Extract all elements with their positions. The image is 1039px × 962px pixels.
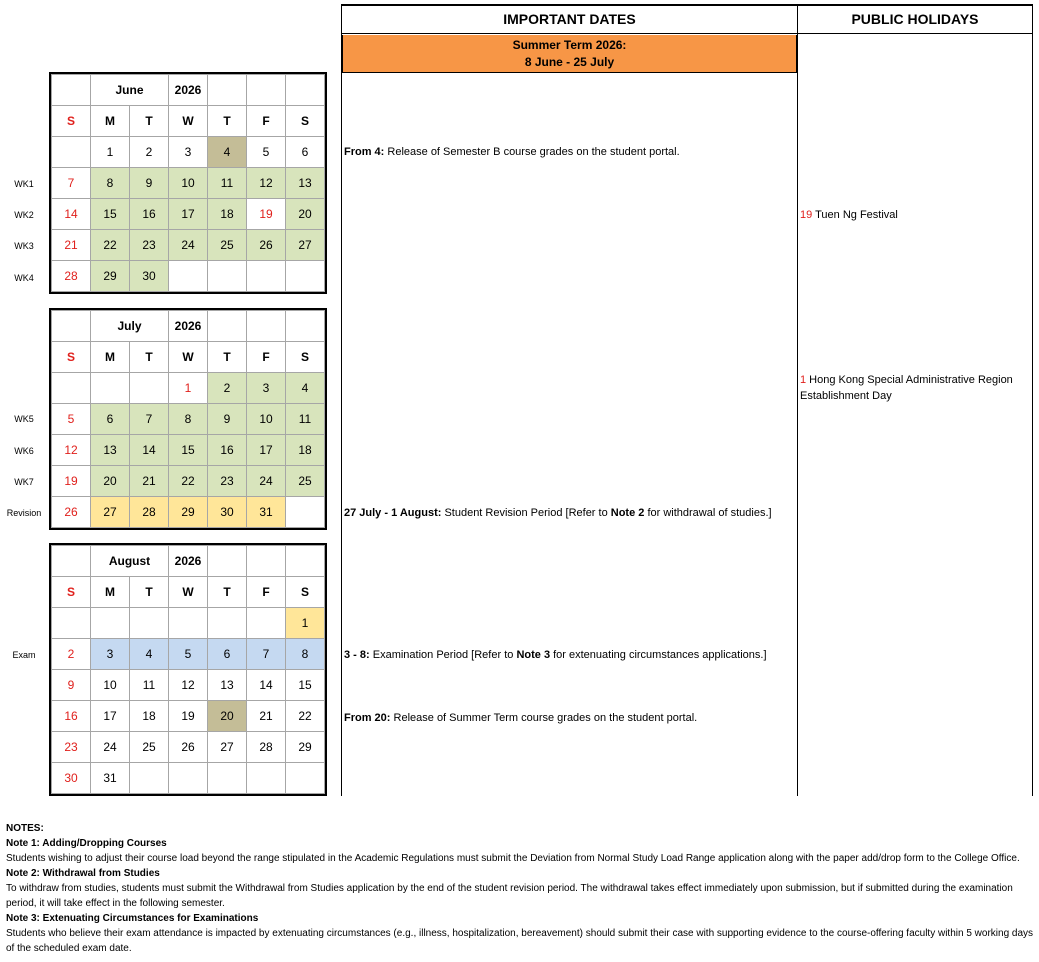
day-cell: 5 — [52, 404, 91, 435]
week-label: WK3 — [14, 241, 34, 251]
weekday-label: T — [130, 577, 169, 608]
day-cell: 6 — [91, 404, 130, 435]
week-label: WK2 — [14, 210, 34, 220]
day-cell: 18 — [208, 199, 247, 230]
day-cell: 8 — [91, 168, 130, 199]
important-date-entry: 27 July - 1 August: Student Revision Period [Refer to Note 2 for withdrawal of studies.] — [344, 507, 772, 519]
day-cell: 12 — [169, 670, 208, 701]
day-cell-holiday: 1 — [169, 373, 208, 404]
day-cell: 26 — [247, 230, 286, 261]
weekday-label: F — [247, 342, 286, 373]
day-cell: 8 — [286, 639, 325, 670]
day-cell — [130, 763, 169, 794]
term-banner-line2: 8 June - 25 July — [524, 55, 615, 69]
day-cell: 7 — [130, 404, 169, 435]
day-cell: 26 — [169, 732, 208, 763]
weekday-label: F — [247, 577, 286, 608]
calendar-june — [49, 72, 327, 294]
day-cell — [247, 608, 286, 639]
day-cell: 11 — [130, 670, 169, 701]
day-cell — [52, 373, 91, 404]
column-divider — [341, 4, 342, 796]
note-body: Students wishing to adjust their course load beyond the range stipulated in the Academic Regulations must submit the Deviation from Normal Study Load Range application along with the paper add/drop form to the College Office. — [6, 853, 1020, 864]
day-cell — [52, 137, 91, 168]
day-cell: 1 — [286, 608, 325, 639]
day-cell: 13 — [286, 168, 325, 199]
holiday-entry: 1 Hong Kong Special Administrative Region Establishment Day — [800, 374, 1013, 402]
day-cell: 10 — [247, 404, 286, 435]
day-cell: 27 — [286, 230, 325, 261]
day-cell: 24 — [247, 466, 286, 497]
day-cell: 28 — [130, 497, 169, 528]
day-cell: 19 — [169, 701, 208, 732]
note-heading: Note 1: Adding/Dropping Courses — [6, 838, 167, 849]
day-cell: 15 — [286, 670, 325, 701]
week-label: WK6 — [14, 446, 34, 456]
day-cell: 14 — [130, 435, 169, 466]
day-cell: 17 — [247, 435, 286, 466]
day-cell: 21 — [130, 466, 169, 497]
day-cell: 13 — [91, 435, 130, 466]
day-cell: 2 — [130, 137, 169, 168]
day-cell: 3 — [247, 373, 286, 404]
day-cell: 28 — [52, 261, 91, 292]
term-banner — [342, 35, 797, 73]
day-cell — [286, 497, 325, 528]
column-divider — [1032, 4, 1033, 796]
day-cell: 2 — [52, 639, 91, 670]
day-cell: 9 — [52, 670, 91, 701]
calendar-august — [49, 543, 327, 796]
day-cell: 11 — [208, 168, 247, 199]
day-cell: 7 — [247, 639, 286, 670]
day-cell — [208, 608, 247, 639]
week-label: WK5 — [14, 414, 34, 424]
day-cell: 9 — [130, 168, 169, 199]
day-cell: 17 — [91, 701, 130, 732]
day-cell: 19 — [52, 466, 91, 497]
important-date-entry: From 20: Release of Summer Term course grades on the student portal. — [344, 712, 698, 724]
day-cell: 29 — [286, 732, 325, 763]
day-cell: 9 — [208, 404, 247, 435]
day-cell — [208, 261, 247, 292]
day-cell: 12 — [247, 168, 286, 199]
weekday-label: T — [208, 106, 247, 137]
day-cell: 23 — [52, 732, 91, 763]
day-cell: 15 — [91, 199, 130, 230]
important-dates-heading: IMPORTANT DATES — [503, 11, 636, 27]
week-label: Exam — [12, 650, 36, 660]
holiday-entry: 19 Tuen Ng Festival — [800, 209, 898, 221]
month-name: August — [91, 546, 169, 577]
weekday-label: F — [247, 106, 286, 137]
year: 2026 — [169, 546, 208, 577]
notes-section — [6, 821, 1034, 956]
day-cell: 14 — [247, 670, 286, 701]
day-cell — [169, 608, 208, 639]
day-cell: 8 — [169, 404, 208, 435]
day-cell: 27 — [208, 732, 247, 763]
day-cell: 21 — [247, 701, 286, 732]
day-cell: 24 — [169, 230, 208, 261]
header-rule — [341, 33, 1033, 34]
day-cell: 29 — [91, 261, 130, 292]
day-cell — [130, 373, 169, 404]
week-label: WK1 — [14, 179, 34, 189]
day-cell: 7 — [52, 168, 91, 199]
day-cell-holiday: 19 — [247, 199, 286, 230]
day-cell: 25 — [130, 732, 169, 763]
day-cell: 20 — [286, 199, 325, 230]
weekday-label: S — [52, 577, 91, 608]
day-cell: 6 — [286, 137, 325, 168]
day-cell: 22 — [91, 230, 130, 261]
day-cell: 16 — [208, 435, 247, 466]
month-name: July — [91, 311, 169, 342]
day-cell: 25 — [208, 230, 247, 261]
day-cell: 31 — [247, 497, 286, 528]
day-cell — [286, 261, 325, 292]
weekday-label: S — [286, 577, 325, 608]
day-cell: 4 — [286, 373, 325, 404]
day-cell: 14 — [52, 199, 91, 230]
weekday-label: S — [286, 342, 325, 373]
week-label: WK4 — [14, 273, 34, 283]
weekday-label: T — [208, 577, 247, 608]
day-cell — [247, 261, 286, 292]
notes-title: NOTES: — [6, 823, 44, 834]
day-cell — [247, 763, 286, 794]
day-cell: 15 — [169, 435, 208, 466]
day-cell: 21 — [52, 230, 91, 261]
weekday-label: W — [169, 106, 208, 137]
day-cell: 11 — [286, 404, 325, 435]
day-cell: 29 — [169, 497, 208, 528]
day-cell: 27 — [91, 497, 130, 528]
calendar-july — [49, 308, 327, 530]
day-cell: 22 — [169, 466, 208, 497]
day-cell: 13 — [208, 670, 247, 701]
important-date-entry: 3 - 8: Examination Period [Refer to Note 3 for extenuating circumstances applications.] — [344, 649, 767, 661]
weekday-label: T — [130, 106, 169, 137]
day-cell — [169, 261, 208, 292]
day-cell: 3 — [91, 639, 130, 670]
weekday-label: S — [286, 106, 325, 137]
note-body: To withdraw from studies, students must submit the Withdrawal from Studies application by the end of the student revision period. The withdrawal takes effect immediately upon submission, but if submitted during the examination period, it will take effect in the following semester. — [6, 883, 1013, 909]
day-cell: 20 — [91, 466, 130, 497]
term-banner-line1: Summer Term 2026: — [512, 38, 627, 52]
day-cell: 4 — [208, 137, 247, 168]
column-divider — [797, 4, 798, 796]
weekday-label: T — [130, 342, 169, 373]
day-cell: 30 — [52, 763, 91, 794]
day-cell — [52, 608, 91, 639]
day-cell — [91, 373, 130, 404]
weekday-label: W — [169, 342, 208, 373]
day-cell: 28 — [247, 732, 286, 763]
day-cell: 10 — [169, 168, 208, 199]
weekday-label: M — [91, 106, 130, 137]
day-cell: 23 — [130, 230, 169, 261]
note-heading: Note 3: Extenuating Circumstances for Examinations — [6, 913, 259, 924]
day-cell: 1 — [91, 137, 130, 168]
weekday-label: T — [208, 342, 247, 373]
day-cell — [208, 763, 247, 794]
day-cell: 12 — [52, 435, 91, 466]
day-cell: 26 — [52, 497, 91, 528]
public-holidays-heading: PUBLIC HOLIDAYS — [851, 11, 979, 27]
day-cell: 30 — [208, 497, 247, 528]
day-cell: 20 — [208, 701, 247, 732]
day-cell: 16 — [52, 701, 91, 732]
day-cell: 5 — [169, 639, 208, 670]
day-cell: 17 — [169, 199, 208, 230]
weekday-label: W — [169, 577, 208, 608]
day-cell: 23 — [208, 466, 247, 497]
day-cell: 16 — [130, 199, 169, 230]
note-body: Students who believe their exam attendance is impacted by extenuating circumstances (e.g., illness, hospitalization, bereavement) should submit their case with supporting evidence to the course-offering faculty within 5 working days of the scheduled exam date. — [6, 928, 1034, 954]
day-cell: 5 — [247, 137, 286, 168]
day-cell — [169, 763, 208, 794]
important-date-entry: From 4: Release of Semester B course grades on the student portal. — [344, 146, 680, 158]
day-cell: 25 — [286, 466, 325, 497]
day-cell: 10 — [91, 670, 130, 701]
note-heading: Note 2: Withdrawal from Studies — [6, 868, 160, 879]
year: 2026 — [169, 311, 208, 342]
day-cell: 30 — [130, 261, 169, 292]
day-cell — [286, 763, 325, 794]
day-cell: 18 — [130, 701, 169, 732]
year: 2026 — [169, 75, 208, 106]
weekday-label: M — [91, 342, 130, 373]
day-cell: 18 — [286, 435, 325, 466]
day-cell: 2 — [208, 373, 247, 404]
day-cell: 24 — [91, 732, 130, 763]
week-label: WK7 — [14, 477, 34, 487]
weekday-label: S — [52, 106, 91, 137]
day-cell — [91, 608, 130, 639]
day-cell: 6 — [208, 639, 247, 670]
week-label: Revision — [6, 508, 42, 518]
day-cell: 3 — [169, 137, 208, 168]
month-name: June — [91, 75, 169, 106]
day-cell: 31 — [91, 763, 130, 794]
weekday-label: M — [91, 577, 130, 608]
day-cell: 4 — [130, 639, 169, 670]
day-cell — [130, 608, 169, 639]
day-cell: 22 — [286, 701, 325, 732]
weekday-label: S — [52, 342, 91, 373]
